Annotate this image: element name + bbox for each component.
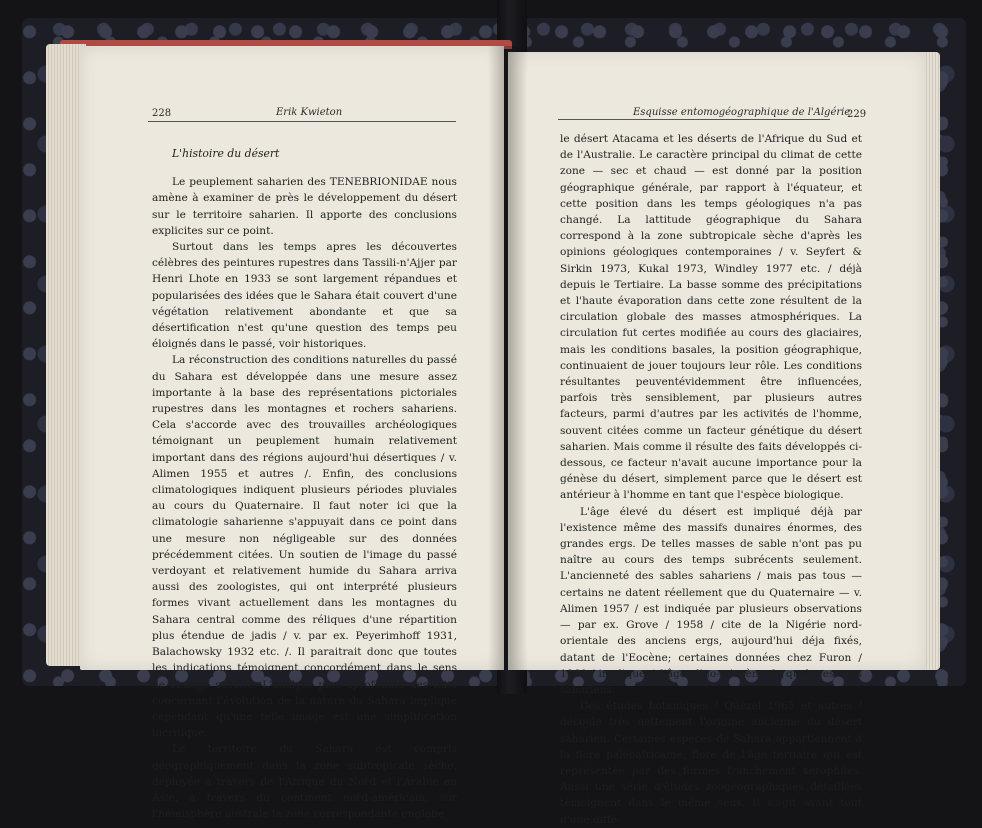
left-paragraph-3: La réconstruction des conditions naturelles du passé du Sahara est développée dans une mesure assez importante à la base des représentations pictoriales rupestres dans les montagnes et rochers sahariens. Cela s'accorde avec des trouvailles archéologiques témoignant un peuplement humain relativement important dans des régions aujourd'hui désertiques / v. Alimen 1955 et autres /. Enfin, des conclusions climatologiques indiquent plusieurs périodes pluviales au cours du Quaternaire. Il faut noter ici que la climatologie saharienne s'appuyait dans ce point dans une mesure non négligeable sur des données précédemment citées. Un soutien de l'image du passé verdoyant et relativement humide du Sahara arriva aussi des zoologistes, qui ont interprété plusieurs formes vivant actuellement dans les montagnes du Sahara central comme des réliques d'une répartition plus étendue de jadis / v. par ex. Peyerimhoff 1931, Balachowsky 1932 etc. /. Il paraitrait donc que toutes les indications témoignent concordément dans le sens de l'image susdite. L'analyse plus aprofondie des faits concernant l'évolution de la nature du Sahara implique cependant qu'une telle image est une simplification incritique.: [152, 354, 457, 740]
right-paragraph-1: le désert Atacama et les déserts de l'Afrique du Sud et de l'Australie. Le caractère principal du climat de cette zone — sec et chaud — est donné par la position géographique générale, par rapport à l'équateur, et cette position dans les temps géologiques n'a pas changé. La lattitude géographique du Sahara correspond à la zone subtropicale sèche d'après les opinions géologiques contemporaines / v. Seyfert & Sirkin 1973, Kukal 1973, Windley 1977 etc. / déjà depuis le Tertiaire. La basse somme des précipitations et l'haute évaporation dans cette zone résultent de la circulation globale des masses atmosphériques. La circulation fut certes modifiée au cours des glaciaires, mais les conditions basales, la position géographique, continuaient de jouer toujours leur rôle. Les conditions résultantes peuventévidemment être influencées, parfois très sensiblement, par plusieurs autres facteurs, parmi d'autres par les activités de l'homme, souvent citées comme un facteur génétique du désert saharien. Mais comme il résulte des faits développés ci-dessous, ce facteur n'avait aucune importance pour la génèse du désert, simplement parce que le désert est antérieur à l'homme en tant que l'espèce biologique.: [560, 133, 862, 502]
right-paragraph-3: Des études botaniques / Quézel 1965 et autres / découle très nettement l'origine ancienne du désert saharien. Certaines especes de Sahara appartiennent à la flore paléoafricaine, flore de l'âge tertiaire qui est représentée par des formes franchement xerophiles. Aussi une série d'études zoogéographiques détaillées témoignent dans le même sens. Il s'agit avant tout d'une diffé-: [560, 700, 862, 826]
left-paragraph-2: Surtout dans les temps apres les découvertes célèbres des peintures rupestres dans Tassili-n'Ajjer par Henri Lhote en 1933 se sont largement répandues et popularisées des idées que le Sahara était couvert d'une végétation relativement abondante et que sa désertification n'est qu'une question des temps peu éloignés dans le passé, voir historiques.: [152, 241, 457, 351]
right-running-head: Esquisse entomogéographique de l'Algérie: [633, 107, 851, 118]
left-header-rule: [148, 121, 456, 122]
left-page-number: 228: [152, 108, 172, 119]
right-paragraph-2: L'âge élevé du désert est impliqué déjà par l'existence même des massifs dunaires énormes, des grandes ergs. De telles masses de sable n'ont pas pu naître au cours des temps subrécents seulement. L'ancienneté des sables sahariens / mais pas tous — certains ne datent réellement que du Quaternaire — v. Alimen 1957 / est indiquée par plusieurs observations — par ex. Grove / 1958 / cite de la Nigérie nord-orientale des anciens ergs, aujourd'hui déja fixés, datant de l'Eocène; certaines données chez Furon / 1960 / impliquent l'âge oligo-miocène de quelques ergs sahariens.: [560, 505, 862, 696]
left-paragraph-1: Le peuplement saharien des TENEBRIONIDAE nous amène à examiner de près le développement du désert sur le territoire saharien. Il apporte des conclusions explicites sur ce point.: [152, 176, 457, 237]
left-page-text: [152, 146, 457, 822]
right-header-rule: [558, 119, 830, 120]
right-page-text: [560, 131, 862, 828]
left-paragraph-4: Le territoire du Sahara est compris géographiquement dans la zone subtropicale sèche, déployée à travers de l'Afrique du Nord et l'Arabie en Asie, à travers du continent nord-américain, sur l'hémisphère australe la zone correspondante englobe: [152, 743, 457, 821]
right-page-number: 229: [847, 109, 867, 120]
gutter-shadow: [488, 46, 528, 670]
section-heading: L'histoire du désert: [172, 147, 280, 160]
left-running-head: Erik Kwieton: [276, 107, 343, 118]
